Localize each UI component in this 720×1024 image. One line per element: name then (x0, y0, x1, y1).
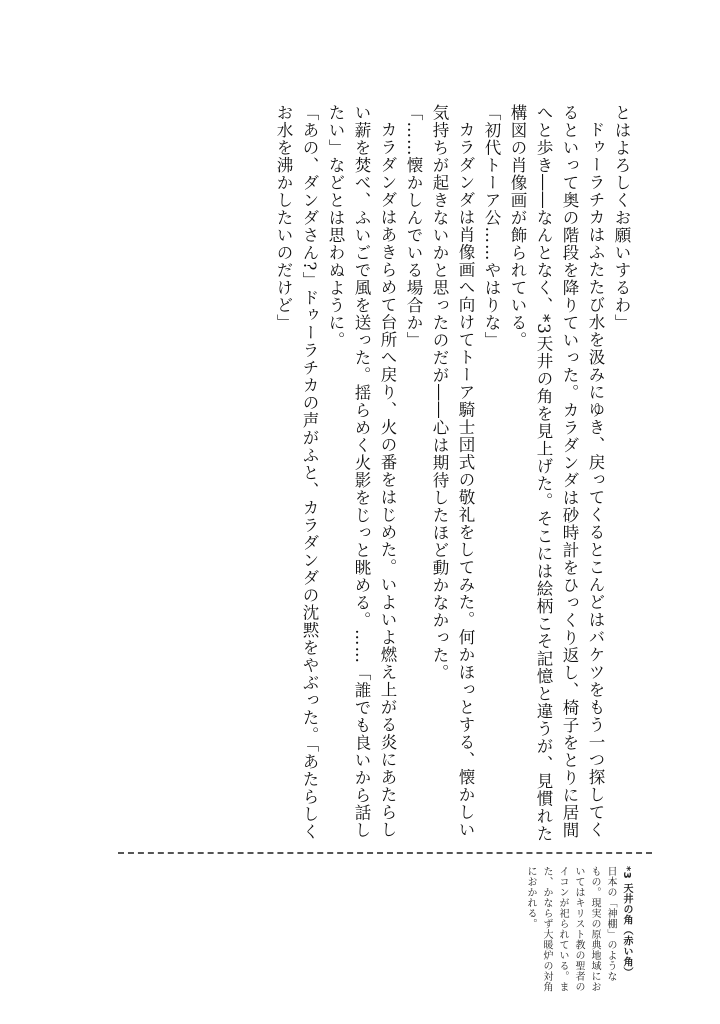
paragraph: ドゥーラチカはふたたび水を汲みにゆき、戻ってくるとこんどはバケツをもう一つ探してくるといって奥の階段を降りていった。カラダンダは砂時計をひっくり返し、椅子をとりに居間へと歩き――なんとなく、*3天井の角を見上げた。そこには絵柄こそ記憶と違うが、見慣れた構図の肖像画が飾られている。 (508, 104, 605, 843)
footnote (522, 866, 634, 1016)
paragraph: とはよろしくお願いするわ」 (612, 104, 631, 332)
footnote-line: た、かならず大暖炉の対角 (541, 866, 552, 992)
footnote-line: におかれる。 (525, 866, 536, 929)
footnote-heading: *3 天井の角（赤い角） (621, 866, 632, 978)
paragraph: 「あの、ダンダさん?」ドゥーラチカの声がふと、カラダンダの沈黙をやぶった。「あたらしくお水を沸かしたいのだけど」 (274, 104, 319, 841)
footnote-line: いてはキリスト教の聖者の (573, 866, 584, 992)
footnote-line: イコンが祀られている。ま (557, 866, 568, 992)
footnote-line: もの。現実の原典地域にお (589, 866, 600, 992)
paragraph: 「……懐かしんでいる場合か」 (404, 104, 423, 349)
footnote-divider (118, 852, 652, 854)
footnote-line: 日本の「神棚」のような (605, 866, 616, 982)
paragraph: カラダンダは肖像画へ向けてトーア騎士団式の敬礼をしてみた。何かほっとする、懐かしい気持ちが起きないかと思ったのだが――心は期待したほど動かなかった。 (430, 104, 475, 838)
body-text (270, 104, 634, 844)
paragraph: 「初代トーア公……やはりな」 (482, 104, 501, 349)
paragraph: カラダンダはあきらめて台所へ戻り、火の番をはじめた。いよいよ燃え上がる炎にあたらしい薪を焚べ、ふいごで風を送った。揺らめく火影をじっと眺める。……「誰でも良いから話したい」などとは思わぬように。 (326, 104, 397, 839)
